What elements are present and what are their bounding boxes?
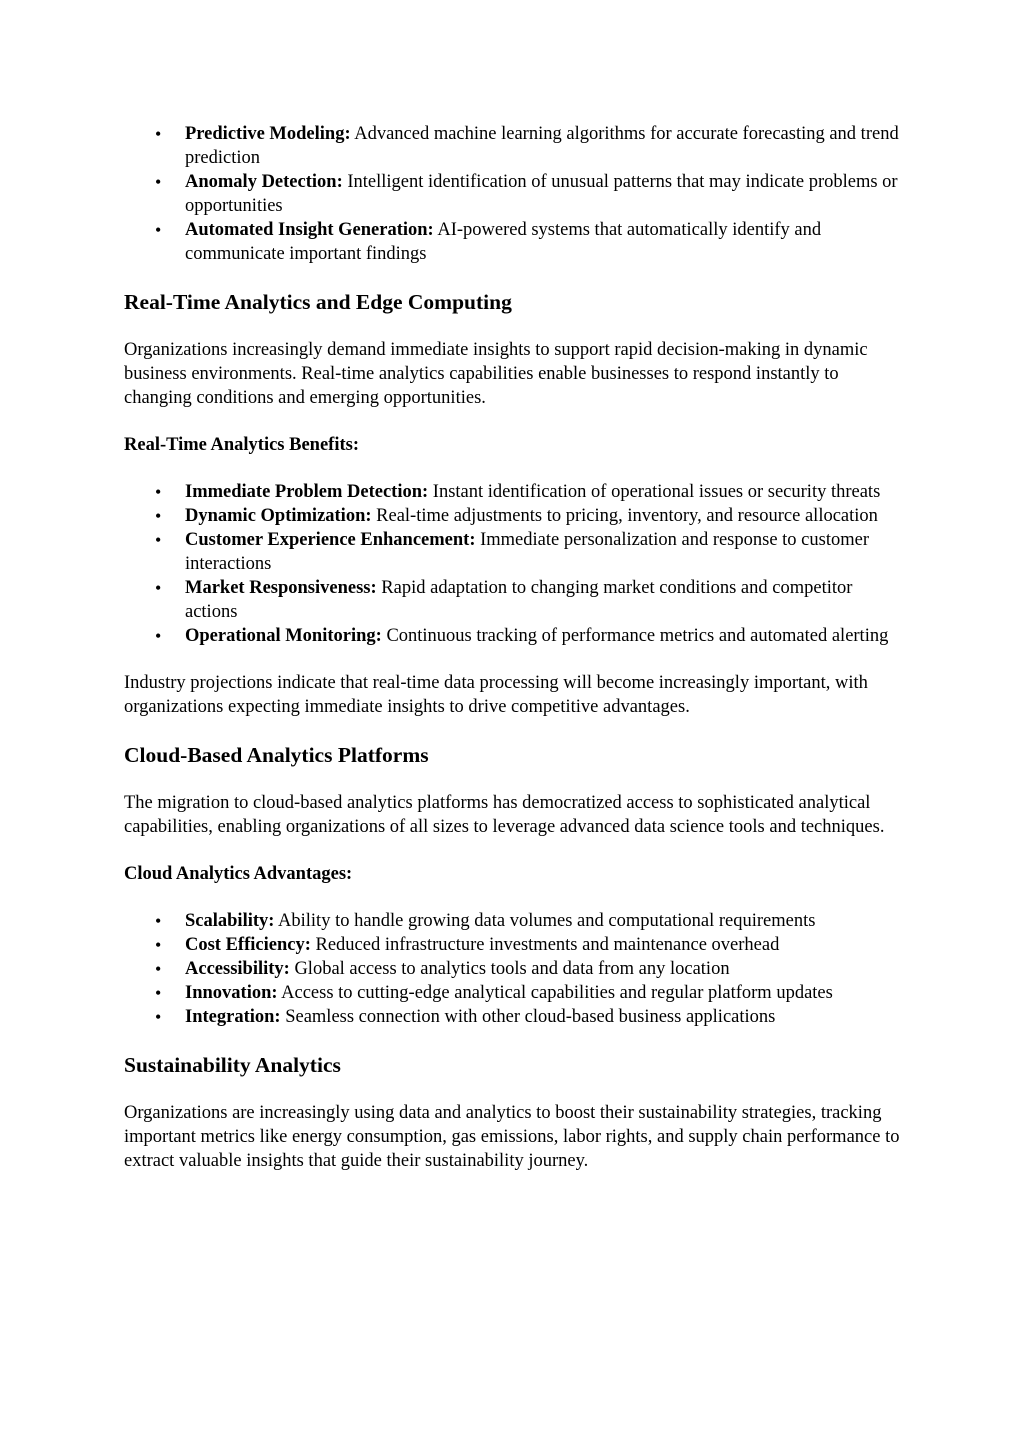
list-item <box>124 981 904 1005</box>
realtime-closing: Industry projections indicate that real-time data processing will become increasingly important, with organizations expecting immediate insights to drive competitive advantages. <box>124 673 868 717</box>
list-item <box>124 957 904 981</box>
bullet-icon: • <box>155 530 162 550</box>
list-item <box>124 528 904 576</box>
item-term: Predictive Modeling: <box>185 124 351 144</box>
realtime-bullet-list <box>124 480 904 648</box>
item-term: Anomaly Detection: <box>185 172 343 192</box>
bullet-icon: • <box>155 626 162 646</box>
bullet-icon: • <box>155 983 162 1003</box>
section-heading-sustainability: Sustainability Analytics <box>124 1053 341 1077</box>
list-item <box>124 122 904 170</box>
list-item <box>124 504 904 528</box>
item-term: Dynamic Optimization: <box>185 506 372 526</box>
list-item <box>124 909 904 933</box>
list-item <box>124 624 904 648</box>
item-term: Accessibility: <box>185 959 290 979</box>
item-term: Innovation: <box>185 983 278 1003</box>
item-text: Intelligent identification of unusual patterns that may indicate problems or opportunities <box>185 172 898 216</box>
cloud-subheading: Cloud Analytics Advantages: <box>124 864 353 884</box>
bullet-icon: • <box>155 506 162 526</box>
item-text: Continuous tracking of performance metrics and automated alerting <box>381 626 889 646</box>
bullet-icon: • <box>155 578 162 598</box>
item-term: Integration: <box>185 1007 281 1027</box>
item-text: Instant identification of operational issues or security threats <box>428 482 881 502</box>
bullet-icon: • <box>155 935 162 955</box>
item-text: Seamless connection with other cloud-based business applications <box>280 1007 776 1027</box>
realtime-intro: Organizations increasingly demand immediate insights to support rapid decision-making in dynamic business environments. Real-time analytics capabilities enable businesses to respond instantly to changing conditions and emerging opportunities. <box>124 340 868 408</box>
list-item <box>124 218 904 266</box>
item-term: Immediate Problem Detection: <box>185 482 429 502</box>
item-text: Global access to analytics tools and data from any location <box>289 959 730 979</box>
item-text: Immediate personalization and response to customer interactions <box>185 530 869 574</box>
document-page <box>124 122 904 1173</box>
top-bullet-list <box>124 122 904 266</box>
bullet-icon: • <box>155 1007 162 1027</box>
item-text: Ability to handle growing data volumes and computational requirements <box>274 911 816 931</box>
item-term: Scalability: <box>185 911 275 931</box>
bullet-icon: • <box>155 959 162 979</box>
sustainability-intro: Organizations are increasingly using data and analytics to boost their sustainability strategies, tracking important metrics like energy consumption, gas emissions, labor rights, and supply chain performance to extract valuable insights that guide their sustainability journey. <box>124 1103 900 1171</box>
list-item <box>124 170 904 218</box>
bullet-icon: • <box>155 220 162 240</box>
list-item <box>124 1005 904 1029</box>
bullet-icon: • <box>155 172 162 192</box>
bullet-icon: • <box>155 124 162 144</box>
item-term: Operational Monitoring: <box>185 626 382 646</box>
bullet-icon: • <box>155 911 162 931</box>
item-term: Customer Experience Enhancement: <box>185 530 476 550</box>
item-term: Market Responsiveness: <box>185 578 377 598</box>
item-term: Cost Efficiency: <box>185 935 311 955</box>
item-text: Rapid adaptation to changing market conditions and competitor actions <box>185 578 853 622</box>
section-heading-realtime: Real-Time Analytics and Edge Computing <box>124 290 512 314</box>
list-item <box>124 576 904 624</box>
cloud-intro: The migration to cloud-based analytics platforms has democratized access to sophisticated analytical capabilities, enabling organizations of all sizes to leverage advanced data science tools and techniques. <box>124 793 885 837</box>
cloud-bullet-list <box>124 909 904 1029</box>
item-text: AI-powered systems that automatically identify and communicate important findings <box>185 220 822 264</box>
item-text: Access to cutting-edge analytical capabilities and regular platform updates <box>277 983 833 1003</box>
item-text: Real-time adjustments to pricing, inventory, and resource allocation <box>371 506 878 526</box>
item-text: Advanced machine learning algorithms for accurate forecasting and trend prediction <box>185 124 899 168</box>
item-term: Automated Insight Generation: <box>185 220 434 240</box>
list-item <box>124 480 904 504</box>
section-heading-cloud: Cloud-Based Analytics Platforms <box>124 743 429 767</box>
item-text: Reduced infrastructure investments and maintenance overhead <box>310 935 780 955</box>
realtime-subheading: Real-Time Analytics Benefits: <box>124 435 359 455</box>
bullet-icon: • <box>155 482 162 502</box>
list-item <box>124 933 904 957</box>
